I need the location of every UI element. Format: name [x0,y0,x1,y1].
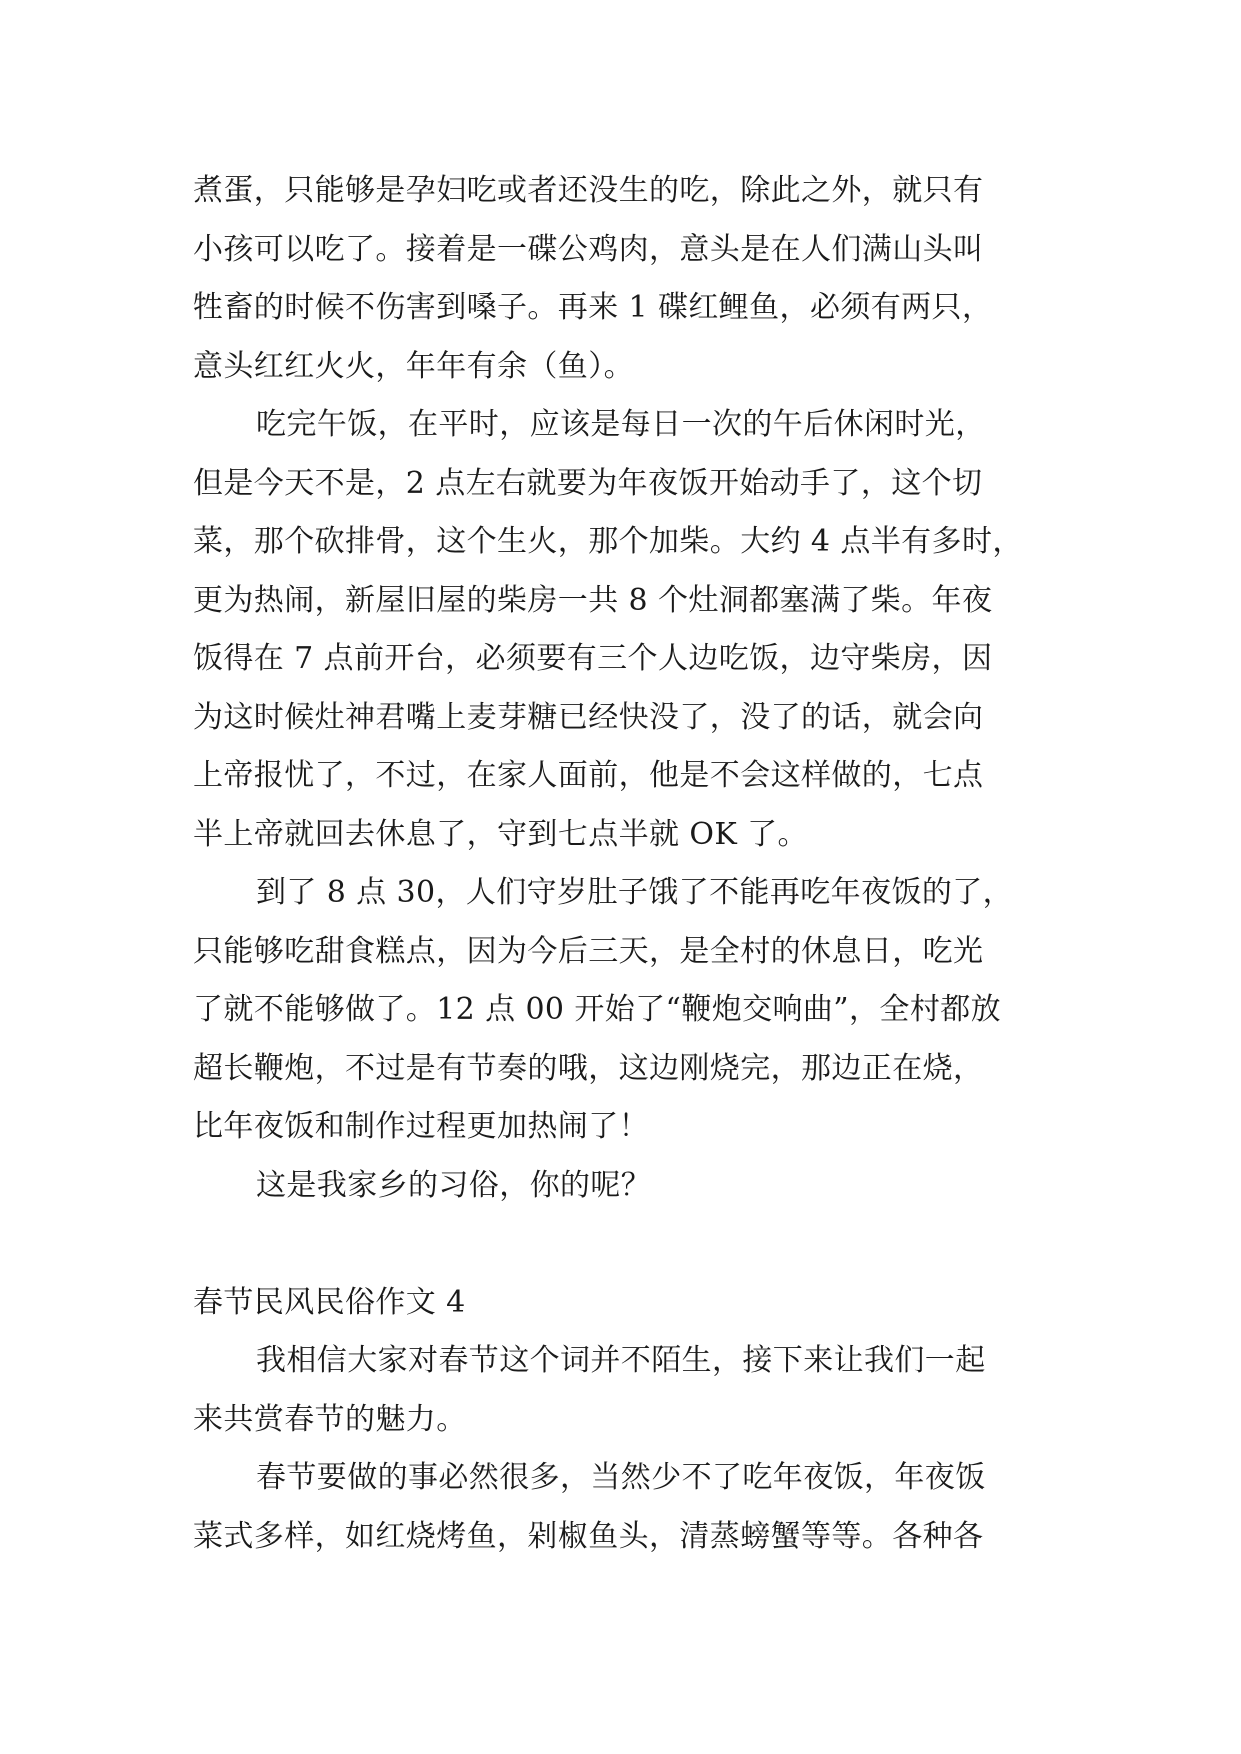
text-line: 更为热闹，新屋旧屋的柴房一共 8 个灶洞都塞满了柴。年夜 [193,582,993,618]
text-line: 上帝报忧了，不过，在家人面前，他是不会这样做的，七点 [193,758,984,793]
text-line: 了就不能够做了。12 点 00 开始了“鞭炮交响曲”，全村都放 [193,992,1002,1027]
section-heading: 春节民风民俗作文 4 [193,1284,466,1320]
text-line: 超长鞭炮，不过是有节奏的哦，这边刚烧完，那边正在烧， [193,1050,984,1086]
text-line: 但是今天不是，2 点左右就要为年夜饭开始动手了，这个切 [193,465,983,501]
document-body [193,162,1053,1566]
text-line: 煮蛋，只能够是孕妇吃或者还没生的吃，除此之外，就只有 [193,173,984,208]
text-line: 小孩可以吃了。接着是一碟公鸡肉，意头是在人们满山头叫 [193,231,984,267]
text-line: 半上帝就回去休息了，守到七点半就 OK 了。 [193,816,808,852]
text-line: 牲畜的时候不伤害到嗓子。再来 1 碟红鲤鱼，必须有两只， [193,290,993,325]
blank-line [193,1215,1053,1274]
text-line: 饭得在 7 点前开台，必须要有三个人边吃饭，边守柴房，因 [193,641,993,676]
text-line: 意头红红火火，年年有余（鱼）。 [193,348,634,384]
text-line: 菜式多样，如红烧烤鱼，剁椒鱼头，清蒸螃蟹等等。各种各 [193,1518,984,1554]
paragraph-start-line: 吃完午饭，在平时，应该是每日一次的午后休闲时光， [256,407,986,442]
text-line: 比年夜饭和制作过程更加热闹了！ [193,1109,649,1144]
text-line: 菜，那个砍排骨，这个生火，那个加柴。大约 4 点半有多时， [193,524,1023,559]
paragraph-start-line: 到了 8 点 30，人们守岁肚子饿了不能再吃年夜饭的了， [256,875,1014,910]
paragraph-start-line: 我相信大家对春节这个词并不陌生，接下来让我们一起 [256,1343,986,1378]
text-line: 为这时候灶神君嘴上麦芽糖已经快没了，没了的话，就会向 [193,699,984,735]
paragraph-start-line: 这是我家乡的习俗，你的呢？ [256,1167,652,1203]
paragraph-start-line: 春节要做的事必然很多，当然少不了吃年夜饭，年夜饭 [256,1460,986,1495]
text-line: 来共赏春节的魅力。 [193,1401,467,1437]
text-line: 只能够吃甜食糕点，因为今后三天，是全村的休息日，吃光 [193,933,984,969]
